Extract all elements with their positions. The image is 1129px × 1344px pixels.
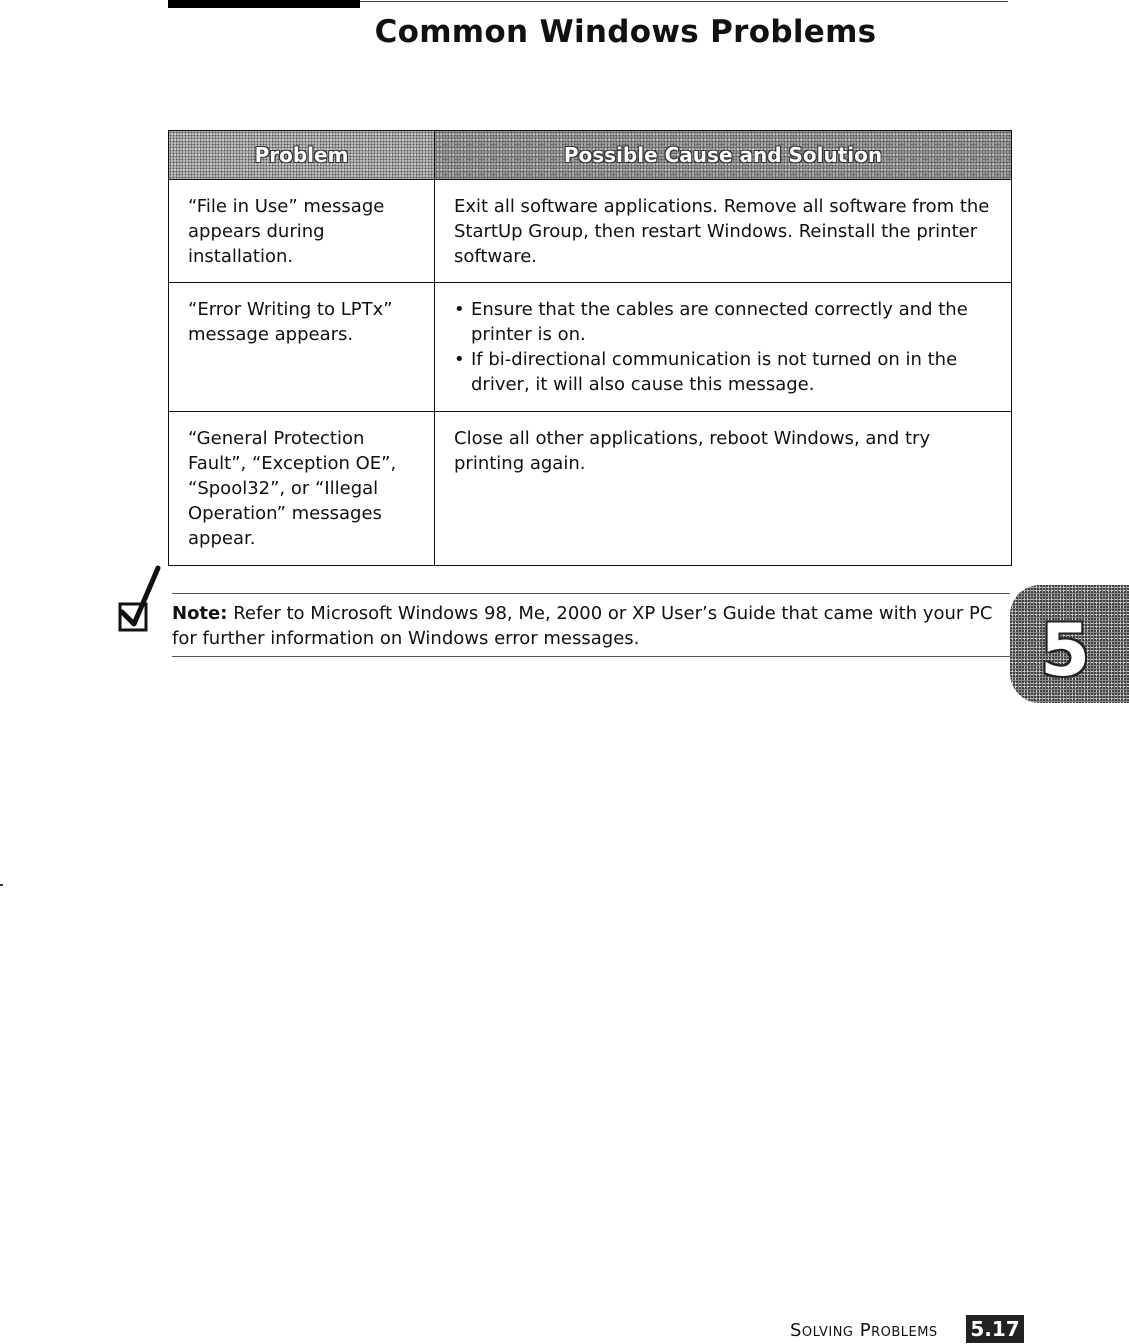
solution-bullet: • If bi-directional communication is not turned on in the driver, it will also cause this message. — [454, 347, 993, 397]
problem-cell: “Error Writing to LPTx” message appears. — [169, 283, 435, 412]
problem-cell: “General Protection Fault”, “Exception OE”, “Spool32”, or “Illegal Operation” messages appear. — [169, 412, 435, 566]
table-row — [169, 180, 1012, 283]
chapter-number: 5 — [1039, 608, 1091, 692]
note-label: Note: — [172, 603, 228, 624]
table-header-row — [169, 131, 1012, 180]
column-header-problem-label: Problem — [254, 143, 349, 167]
note-text: Refer to Microsoft Windows 98, Me, 2000 or XP User’s Guide that came with your PC for further information on Windows error messages. — [172, 603, 993, 649]
note-rule-top — [172, 593, 1010, 594]
scan-mark — [0, 884, 3, 886]
solution-cell: Close all other applications, reboot Windows, and try printing again. — [435, 412, 1012, 566]
footer-page-number: 5.17 — [966, 1315, 1024, 1343]
solution-cell: Exit all software applications. Remove all software from the StartUp Group, then restart Windows. Reinstall the printer software. — [435, 180, 1012, 283]
solution-cell — [435, 283, 1012, 412]
table-row — [169, 283, 1012, 412]
solution-bullet: • Ensure that the cables are connected correctly and the printer is on. — [454, 297, 993, 347]
header-rule-thin — [360, 1, 1008, 2]
column-header-problem — [169, 131, 435, 180]
note — [172, 601, 1012, 651]
problems-table — [168, 130, 1012, 566]
footer-section-title: Solving Problems — [790, 1320, 938, 1341]
header-rule-thick — [168, 0, 360, 8]
note-rule-bottom — [172, 656, 1010, 657]
page-title: Common Windows Problems — [374, 14, 877, 50]
column-header-cause-solution — [435, 131, 1012, 180]
solution-bullet-list — [454, 297, 993, 397]
problem-cell: “File in Use” message appears during installation. — [169, 180, 435, 283]
column-header-cause-solution-label: Possible Cause and Solution — [563, 143, 883, 167]
table-row — [169, 412, 1012, 566]
checkmark-box-icon — [112, 564, 168, 636]
